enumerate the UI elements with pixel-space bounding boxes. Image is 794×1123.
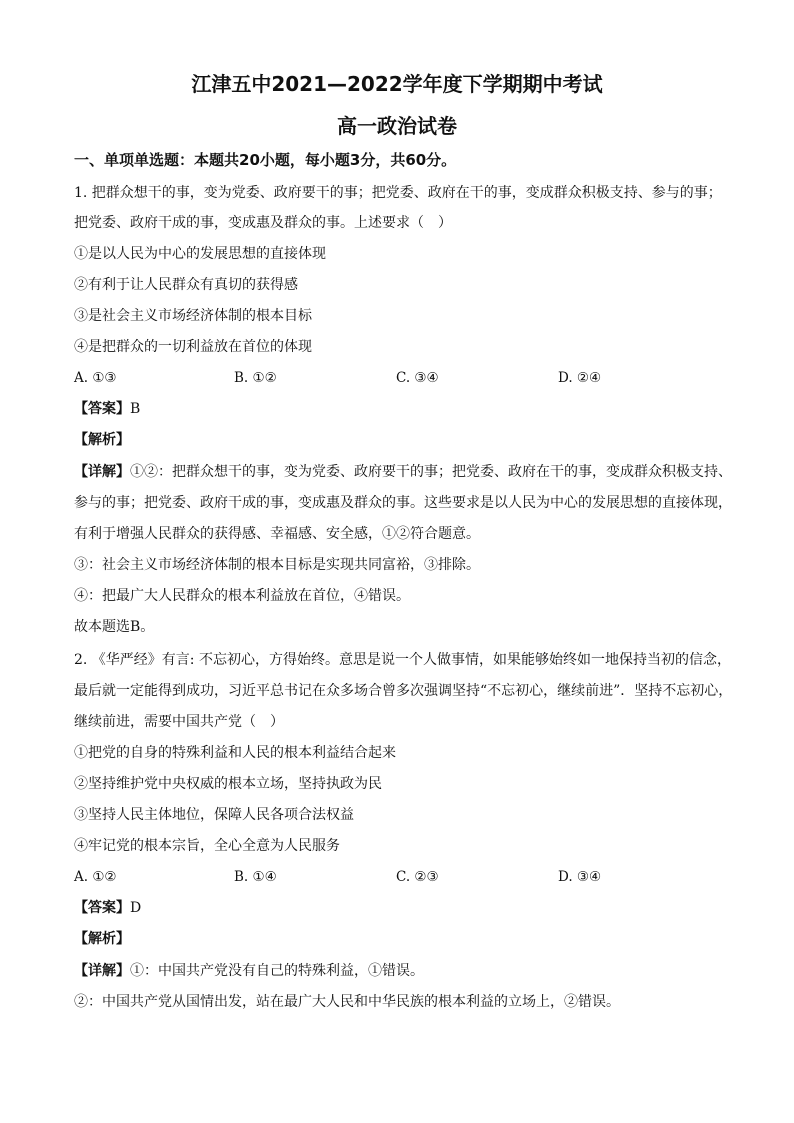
q2-stem-line-1: 2. 《华严经》有言: 不忘初心，方得始终。意思是说一个人做事情，如果能够始终如一地保持当初的信念， bbox=[74, 652, 731, 668]
q2-statement-1: ①把党的自身的特殊利益和人民的根本利益结合起来 bbox=[74, 745, 396, 761]
q2-detail-line-1 bbox=[74, 961, 424, 981]
q2-option-c: C. ②③ bbox=[396, 869, 439, 885]
q2-stem-line-3: 继续前进，需要中国共产党（ ） bbox=[74, 714, 284, 730]
q2-option-d: D. ③④ bbox=[558, 869, 602, 885]
q2-statement-3: ③坚持人民主体地位，保障人民各项合法权益 bbox=[74, 807, 354, 823]
q2-option-a: A. ①② bbox=[74, 869, 117, 885]
q1-detail-line-1 bbox=[74, 462, 732, 482]
q2-analysis-tag: 【解析】 bbox=[74, 931, 130, 947]
q1-option-a: A. ①③ bbox=[74, 370, 117, 386]
q2-stem-line-2: 最后就一定能得到成功，习近平总书记在众多场合曾多次强调坚持“不忘初心，继续前进”．坚持不忘初心， bbox=[74, 683, 733, 699]
q1-stem-line-1: 1. 把群众想干的事，变为党委、政府要干的事；把党委、政府在干的事，变成群众积极支持、参与的事； bbox=[74, 185, 722, 201]
q1-statement-2: ②有利于让人民群众有真切的获得感 bbox=[74, 277, 298, 293]
section-heading: 一、单项单选题：本题共20小题，每小题3分，共60分。 bbox=[74, 151, 457, 169]
q2-answer-value: D bbox=[130, 900, 142, 916]
q1-option-d: D. ②④ bbox=[558, 370, 602, 386]
exam-subtitle: 高一政治试卷 bbox=[337, 114, 457, 138]
q1-detail-tag: 【详解】 bbox=[74, 464, 130, 480]
q1-stem-line-2: 把党委、政府干成的事，变成惠及群众的事。上述要求（ ） bbox=[74, 215, 452, 231]
q2-detail-tag: 【详解】 bbox=[74, 963, 130, 979]
q2-answer-tag: 【答案】 bbox=[74, 900, 130, 916]
q1-detail-text-1: ①②：把群众想干的事，变为党委、政府要干的事；把党委、政府在干的事，变成群众积极支持、 bbox=[130, 464, 732, 480]
q2-option-b: B. ①④ bbox=[234, 869, 277, 885]
q1-statement-1: ①是以人民为中心的发展思想的直接体现 bbox=[74, 246, 326, 262]
q2-statement-2: ②坚持维护党中央权威的根本立场，坚持执政为民 bbox=[74, 776, 382, 792]
q1-answer-value: B bbox=[130, 401, 141, 417]
q1-detail-line-2: 参与的事；把党委、政府干成的事，变成惠及群众的事。这些要求是以人民为中心的发展思想的直接体现， bbox=[74, 495, 732, 511]
exam-title: 江津五中2021—2022学年度下学期期中考试 bbox=[191, 72, 603, 96]
q1-analysis-tag: 【解析】 bbox=[74, 432, 130, 448]
q1-answer-line bbox=[74, 399, 140, 419]
q2-detail-text-1: ①：中国共产党没有自己的特殊利益，①错误。 bbox=[130, 963, 424, 979]
q1-statement-4: ④是把群众的一切利益放在首位的体现 bbox=[74, 339, 312, 355]
q1-statement-3: ③是社会主义市场经济体制的根本目标 bbox=[74, 308, 312, 324]
q2-statement-4: ④牢记党的根本宗旨，全心全意为人民服务 bbox=[74, 838, 340, 854]
q1-option-c: C. ③④ bbox=[396, 370, 439, 386]
q1-detail-line-5: ④：把最广大人民群众的根本利益放在首位，④错误。 bbox=[74, 588, 410, 604]
q2-detail-line-2: ②：中国共产党从国情出发，站在最广大人民和中华民族的根本利益的立场上，②错误。 bbox=[74, 994, 620, 1010]
q2-answer-line bbox=[74, 898, 141, 918]
q1-detail-line-4: ③：社会主义市场经济体制的根本目标是实现共同富裕，③排除。 bbox=[74, 557, 480, 573]
q1-answer-tag: 【答案】 bbox=[74, 401, 130, 417]
q1-conclusion: 故本题选B。 bbox=[74, 619, 155, 635]
q1-option-b: B. ①② bbox=[234, 370, 277, 386]
q1-detail-line-3: 有利于增强人民群众的获得感、幸福感、安全感，①②符合题意。 bbox=[74, 526, 480, 542]
